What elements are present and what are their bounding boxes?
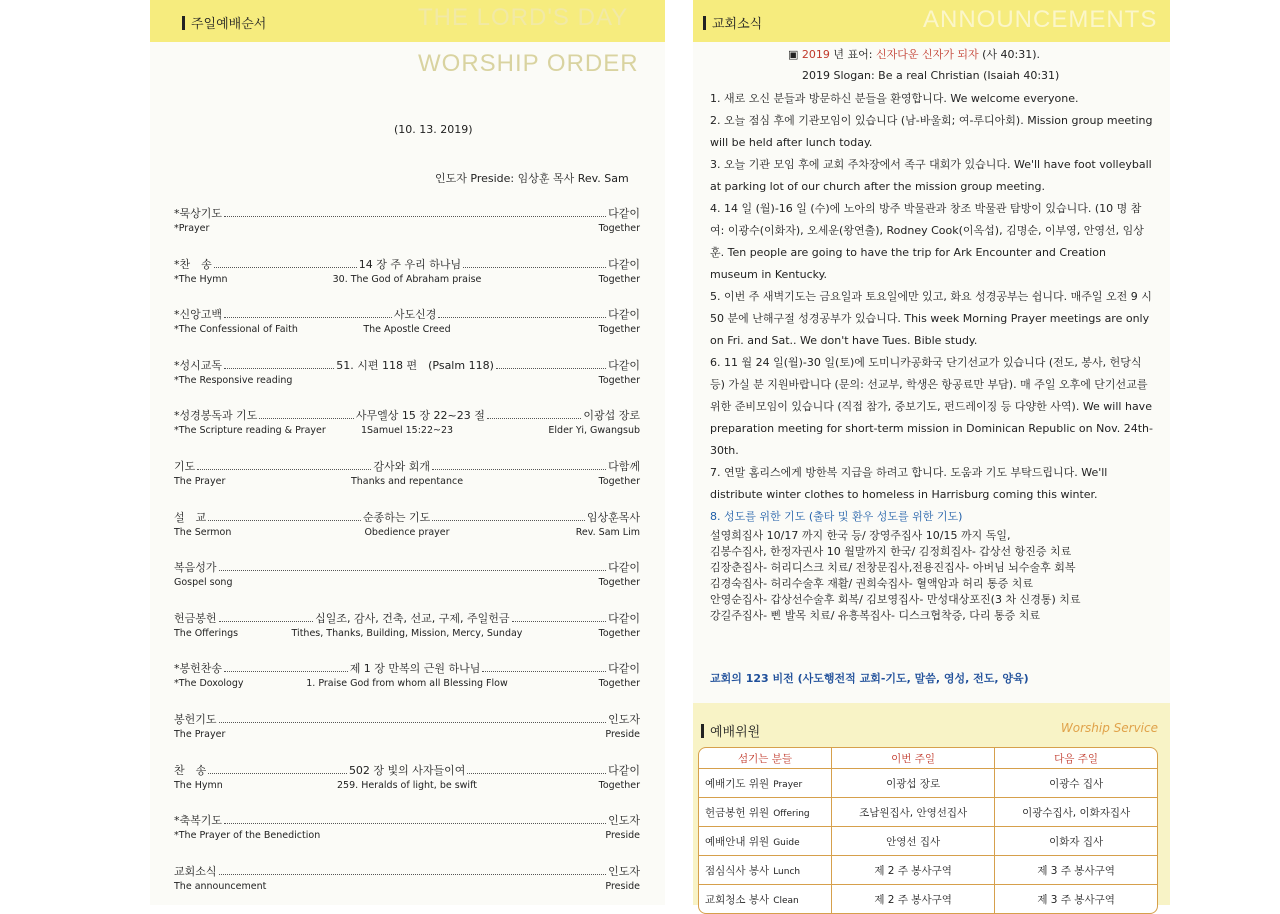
- order-row-ko: [174, 608, 640, 626]
- order-leader-en: Together: [598, 627, 640, 639]
- order-leader-en: Together: [598, 223, 640, 234]
- role-cell: 교회청소 봉사 Clean: [699, 885, 832, 913]
- prayer-line: 김경숙집사- 허리수술후 재활/ 권희숙집사- 혈액암과 허리 통증 치료: [710, 577, 1034, 590]
- order-leader-en: Together: [598, 324, 640, 336]
- order-item-ko: 찬 송: [174, 763, 207, 777]
- order-detail-ko: 사무엘상 15 장 22~23 절: [355, 409, 485, 423]
- presider: 인도자 Preside: 임상훈 목사 Rev. Sam: [435, 172, 629, 185]
- order-row-en: [174, 780, 640, 794]
- order-item-en: The Prayer: [174, 475, 226, 487]
- order-leader-ko: 다같이: [608, 611, 641, 625]
- ghost-title-lords-day: THE LORD'S DAY: [418, 4, 629, 31]
- table-row: [699, 798, 1157, 827]
- this-week-cell: 조남원집사, 안영선집사: [832, 798, 995, 827]
- role-cell: 점심식사 봉사 Lunch: [699, 856, 832, 885]
- order-row: [174, 304, 640, 355]
- order-leader-en: Together: [598, 374, 640, 386]
- order-item-ko: *축복기도: [174, 814, 223, 828]
- order-row: [174, 254, 640, 305]
- order-row-en: [174, 830, 640, 844]
- leader-dots: [197, 469, 371, 470]
- order-leader-ko: 인도자: [608, 864, 640, 878]
- next-week-cell: 제 3 주 봉사구역: [995, 856, 1157, 885]
- prayer-line: 김장춘집사- 허리디스크 치료/ 전창문집사,전용진집사- 아버님 뇌수술후 회복: [710, 561, 1076, 574]
- order-detail-ko: 502 장 빛의 사자들이여: [348, 763, 466, 777]
- order-leader-ko: 이광섭 장로: [583, 409, 641, 423]
- next-week-cell: 이광수집사, 이화자집사: [995, 798, 1157, 827]
- order-detail-en: Tithes, Thanks, Building, Mission, Mercy, Sunday: [291, 627, 523, 639]
- order-row-ko: [174, 355, 640, 373]
- order-item-en: The announcement: [174, 880, 267, 892]
- order-detail-ko: 제 1 장 만복의 근원 하나님: [349, 662, 481, 676]
- this-week-cell: 제 2 주 봉사구역: [832, 856, 995, 885]
- this-week-cell: 제 2 주 봉사구역: [832, 885, 995, 913]
- leader-dots: [219, 874, 607, 875]
- leader-dots: [259, 418, 354, 419]
- ghost-title-worship-order: WORSHIP ORDER: [418, 50, 639, 77]
- order-row-ko: [174, 861, 640, 879]
- worship-order-label: 주일예배순서: [182, 13, 266, 32]
- order-row-ko: [174, 658, 640, 676]
- order-detail-ko: 14 장 주 우리 하나님: [358, 257, 462, 271]
- leader-dots: [224, 823, 606, 824]
- order-leader-en: Preside: [605, 728, 640, 740]
- order-item-ko: *찬 송: [174, 257, 212, 271]
- order-detail-ko: 사도신경: [393, 308, 437, 322]
- order-leader-ko: 다같이: [608, 763, 640, 777]
- order-leader-ko: 인도자: [608, 814, 640, 828]
- order-row-en: [174, 527, 640, 541]
- order-item-en: *The Prayer of the Benediction: [174, 830, 321, 842]
- worship-service-title: 예배위원: [701, 721, 760, 740]
- next-week-cell: 이화자 집사: [995, 827, 1157, 856]
- order-leader-en: Together: [598, 273, 640, 285]
- order-detail-en: 30. The God of Abraham praise: [332, 273, 482, 285]
- leader-dots: [438, 317, 606, 318]
- order-leader-ko: 다같이: [608, 561, 640, 575]
- table-row: [699, 885, 1157, 913]
- order-detail-en: 259. Heralds of light, be swift: [337, 779, 477, 791]
- order-leader-ko: 다같이: [608, 308, 641, 322]
- announcement-item: 4. 14 일 (월)-16 일 (수)에 노아의 방주 박물관과 창조 박물관 탐방이 있습니다. (10 명 참여: 이광수(이화자), 오세운(왕연출), Rodney Cook(이옥섭), 김명순, 이부영, 안영선, 임상훈. Ten people are going to have the trip for Ark Encounter and Creation museum in Kentucky.: [710, 202, 1144, 281]
- leader-dots: [496, 368, 606, 369]
- order-row: [174, 355, 640, 406]
- leader-dots: [224, 671, 348, 672]
- order-row: [174, 405, 640, 456]
- announcement-item: 5. 이번 주 새벽기도는 금요일과 토요일에만 있고, 화요 성경공부는 쉽니다. 매주일 오전 9 시 50 분에 난해구절 성경공부가 있습니다. This week Morning Prayer meetings are only on Fri. and Sat.. We don't have Tues. Bible study.: [710, 290, 1152, 347]
- order-item-ko: 헌금봉헌: [174, 611, 217, 625]
- this-week-cell: 안영선 집사: [832, 827, 995, 856]
- order-row-en: [174, 324, 640, 338]
- order-leader-ko: 다같이: [608, 358, 640, 372]
- order-item-en: *The Scripture reading & Prayer: [174, 425, 326, 437]
- order-row-en: [174, 476, 640, 490]
- order-item-ko: *묵상기도: [174, 207, 223, 220]
- order-leader-ko: 다같이: [608, 207, 640, 220]
- service-date: (10. 13. 2019): [394, 123, 473, 136]
- order-row-ko: [174, 456, 640, 474]
- order-item-ko: *봉헌찬송: [174, 662, 223, 676]
- role-cell: 예배기도 위원 Prayer: [699, 769, 832, 798]
- order-item-en: *The Confessional of Faith: [174, 324, 298, 336]
- order-item-en: The Hymn: [174, 779, 223, 791]
- order-row: [174, 810, 640, 861]
- order-item-en: The Sermon: [174, 526, 232, 538]
- next-week-cell: 제 3 주 봉사구역: [1037, 893, 1115, 906]
- worship-order-page: [150, 0, 665, 905]
- announcements-page: [693, 0, 1170, 905]
- order-row-ko: [174, 507, 640, 525]
- leader-dots: [208, 773, 347, 774]
- column-header: 이번 주일: [832, 748, 995, 769]
- order-leader-ko: 임상훈목사: [586, 510, 641, 524]
- order-item-en: Gospel song: [174, 577, 233, 589]
- order-leader-ko: 인도자: [608, 712, 640, 726]
- leader-dots: [224, 317, 392, 318]
- order-row: [174, 861, 640, 901]
- order-leader-en: Together: [598, 779, 640, 791]
- order-row-ko: [174, 405, 640, 423]
- next-week-cell: 이광수 집사: [995, 769, 1157, 798]
- order-item-ko: *성경봉독과 기도: [174, 409, 258, 423]
- table-row: [699, 769, 1157, 798]
- order-leader-en: Together: [598, 678, 640, 690]
- role-cell: 예배안내 위원 Guide: [699, 827, 832, 856]
- order-item-ko: *신앙고백: [174, 308, 223, 322]
- order-row: [174, 608, 640, 659]
- order-row-ko: [174, 203, 640, 221]
- announcement-item: 8. 성도를 위한 기도 (출타 및 환우 성도를 위한 기도): [710, 510, 963, 523]
- order-row: [174, 709, 640, 760]
- order-row-en: [174, 628, 640, 642]
- order-detail-ko: 51. 시편 118 편 (Psalm 118): [336, 358, 494, 372]
- leader-dots: [214, 267, 357, 268]
- announcement-item: 2. 오늘 점심 후에 기관모임이 있습니다 (남-바울회; 여-루디아회). Mission group meeting will be held after lunch today.: [710, 114, 1153, 149]
- order-detail-en: 1Samuel 15:22~23: [360, 425, 454, 437]
- worship-service-box: [693, 703, 1170, 905]
- order-item-en: *The Doxology: [174, 678, 244, 690]
- leader-dots: [224, 216, 606, 217]
- announcements-label: 교회소식: [703, 13, 762, 32]
- order-row-en: [174, 881, 640, 895]
- column-header: 섬기는 분들: [699, 748, 832, 769]
- order-leader-ko: 다같이: [608, 257, 640, 271]
- announcement-item: 1. 새로 오신 분들과 방문하신 분들을 환영합니다. We welcome everyone.: [710, 92, 1079, 105]
- order-item-ko: 복음성가: [174, 561, 217, 575]
- leader-dots: [487, 418, 582, 419]
- worship-order-list: [174, 203, 640, 901]
- order-item-en: The Prayer: [174, 728, 226, 740]
- order-detail-ko: 감사와 회개: [373, 459, 431, 473]
- order-row-en: [174, 274, 640, 288]
- slogan-ko: ▣ 2019 년 표어: 신자다운 신자가 되자 (사 40:31).: [788, 48, 1041, 61]
- table-row: [699, 827, 1157, 856]
- order-row-ko: [174, 557, 640, 575]
- leader-dots: [432, 520, 585, 521]
- order-row-ko: [174, 254, 640, 272]
- leader-dots: [219, 570, 607, 571]
- order-item-ko: *성시교독: [174, 358, 223, 372]
- order-leader-en: Elder Yi, Gwangsub: [548, 425, 640, 437]
- order-row: [174, 557, 640, 608]
- order-row: [174, 456, 640, 507]
- order-detail-en: Obedience prayer: [364, 526, 450, 538]
- leader-dots: [463, 267, 606, 268]
- order-leader-en: Rev. Sam Lim: [575, 526, 640, 538]
- announcement-item: 7. 연말 홈리스에게 방한복 지급을 하려고 합니다. 도움과 기도 부탁드립니다. We'll distribute winter clothes to homeless in Harrisburg coming this winter.: [710, 466, 1108, 501]
- order-item-en: The Offerings: [174, 627, 239, 639]
- this-week-cell: 이광섭 장로: [832, 769, 995, 798]
- announcement-item: 6. 11 월 24 일(월)-30 일(토)에 도미니카공화국 단기선교가 있습니다 (전도, 봉사, 헌당식 등) 가실 분 지원바랍니다 (문의: 선교부, 학생은 항공료만 부담). 매 주일 오후에 단기선교를 위한 준비모임이 있습니다 (직접 참가, 중보기도, 펀드레이징 등 다양한 사역). We will have preparation meeting for short-term mission in Dominican Republic on Nov. 24th-30th.: [710, 356, 1153, 457]
- order-item-ko: 교회소식: [174, 864, 217, 878]
- leader-dots: [482, 671, 606, 672]
- order-detail-en: Thanks and repentance: [350, 475, 464, 487]
- slogan-icon: ▣: [788, 48, 802, 61]
- order-item-en: *The Hymn: [174, 273, 228, 285]
- order-detail-en: The Apostle Creed: [363, 324, 451, 336]
- order-leader-ko: 다함께: [608, 459, 641, 473]
- order-row-ko: [174, 304, 640, 322]
- worship-service-table: [698, 747, 1158, 914]
- order-leader-en: Preside: [605, 830, 640, 842]
- order-item-ko: 기도: [174, 459, 196, 473]
- leader-dots: [219, 621, 314, 622]
- church-vision: 교회의 123 비전 (사도행전적 교회-기도, 말씀, 영성, 전도, 양육): [710, 672, 1029, 685]
- order-row-en: [174, 375, 640, 389]
- order-row-en: [174, 678, 640, 692]
- announcement-list: [710, 88, 1155, 624]
- column-header: 다음 주일: [995, 748, 1157, 769]
- prayer-line: 안영순집사- 갑상선수술후 회복/ 김보영집사- 만성대상포진(3 차 신경통) 치료: [710, 593, 1081, 606]
- order-detail-ko: 십일조, 감사, 건축, 선교, 구제, 주일헌금: [315, 611, 510, 625]
- worship-service-title-en: Worship Service: [1060, 721, 1158, 735]
- slogan: [788, 44, 1059, 86]
- leader-dots: [224, 368, 334, 369]
- leader-dots: [208, 520, 361, 521]
- order-row: [174, 760, 640, 811]
- order-row-en: [174, 223, 640, 237]
- order-item-ko: 봉헌기도: [174, 712, 217, 726]
- order-row: [174, 658, 640, 709]
- order-leader-en: Together: [598, 577, 640, 589]
- order-row-ko: [174, 709, 640, 727]
- order-row: [174, 507, 640, 558]
- order-item-en: *The Responsive reading: [174, 374, 293, 386]
- prayer-line: 설영희집사 10/17 까지 한국 등/ 장영주집사 10/15 까지 독일,: [710, 529, 1011, 542]
- leader-dots: [467, 773, 606, 774]
- prayer-line: 강길주집사- 삔 발목 치료/ 유흥복집사- 디스크협착증, 다리 통증 치료: [710, 609, 1041, 622]
- order-item-en: *Prayer: [174, 223, 210, 234]
- order-row-en: [174, 425, 640, 439]
- slogan-en: 2019 Slogan: Be a real Christian (Isaiah 40:31): [802, 69, 1060, 82]
- order-leader-en: Preside: [605, 880, 640, 892]
- prayer-list: [710, 528, 1155, 624]
- order-detail-en: 1. Praise God from whom all Blessing Flow: [306, 678, 508, 690]
- leader-dots: [432, 469, 606, 470]
- ghost-title-announcements: ANNOUNCEMENTS: [923, 6, 1158, 33]
- order-leader-en: Together: [598, 475, 640, 487]
- order-row-ko: [174, 760, 640, 778]
- leader-dots: [219, 722, 607, 723]
- order-row: [174, 203, 640, 254]
- announcement-item: 3. 오늘 기관 모임 후에 교회 주차장에서 족구 대회가 있습니다. We'll have foot volleyball at parking lot of our church after the mission group meeting.: [710, 158, 1152, 193]
- order-row-en: [174, 729, 640, 743]
- order-item-ko: 설 교: [174, 510, 207, 524]
- table-row: [699, 856, 1157, 885]
- order-row-ko: [174, 810, 640, 828]
- order-detail-ko: 순종하는 기도: [362, 510, 431, 524]
- prayer-line: 김봉수집사, 한정자권사 10 월말까지 한국/ 김정희집사- 갑상선 항진증 치료: [710, 545, 1072, 558]
- order-row-en: [174, 577, 640, 591]
- table-header-row: [699, 748, 1157, 769]
- order-leader-ko: 다같이: [608, 662, 640, 676]
- leader-dots: [512, 621, 607, 622]
- role-cell: 헌금봉헌 위원 Offering: [699, 798, 832, 827]
